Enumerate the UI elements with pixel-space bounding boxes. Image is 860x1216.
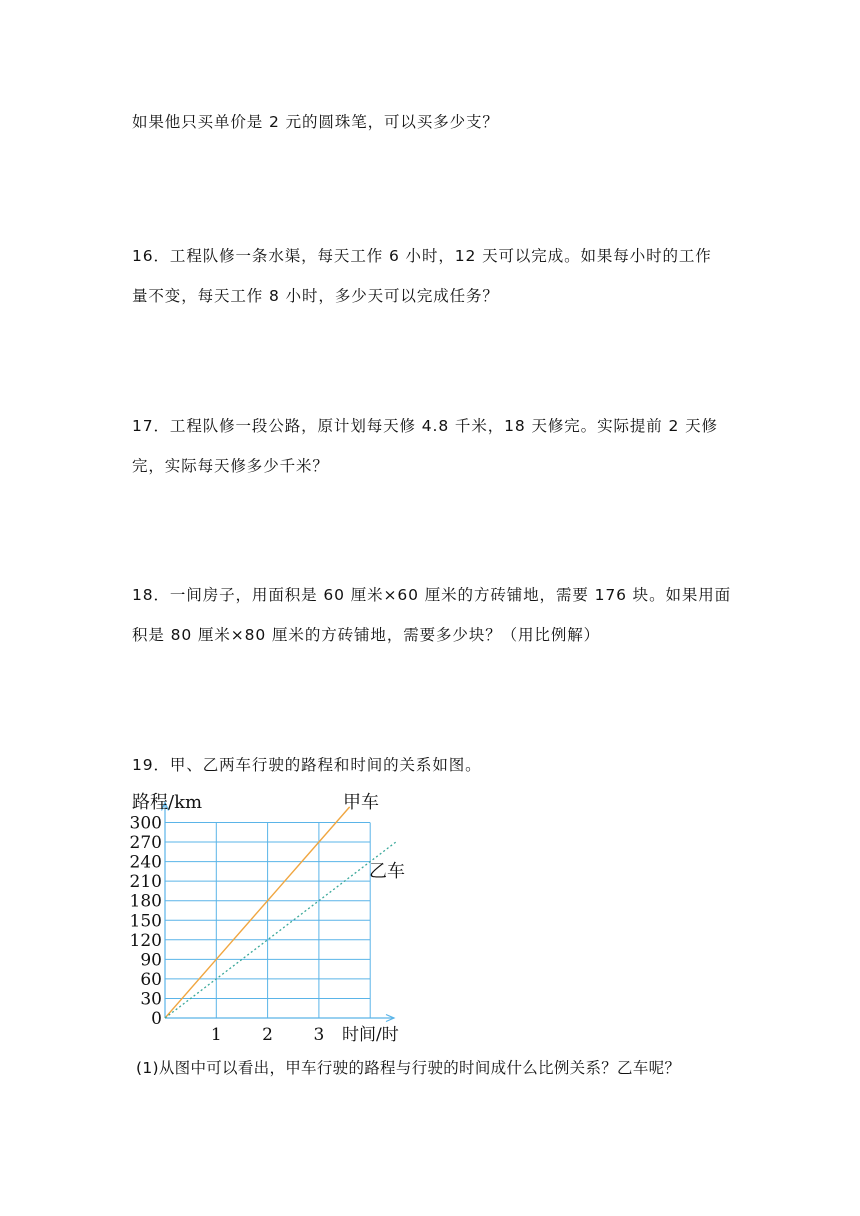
- y-tick-label: 60: [140, 969, 162, 990]
- y-tick-label: 30: [140, 989, 162, 1010]
- chart-axes: [162, 803, 395, 1022]
- y-tick-label: 300: [129, 813, 162, 834]
- chart-grid: [165, 823, 370, 1019]
- y-tick-label: 210: [129, 872, 162, 893]
- series-label-yi: 乙车: [369, 861, 405, 882]
- q18-line1: 18．一间房子，用面积是 60 厘米×60 厘米的方砖铺地，需要 176 块。如果用面: [132, 586, 732, 604]
- q16-line2: 量不变，每天工作 8 小时，多少天可以完成任务？: [132, 287, 499, 305]
- origin-label: 0: [151, 1009, 162, 1029]
- q19-sub1: (1)从图中可以看出，甲车行驶的路程与行驶的时间成什么比例关系？乙车呢？: [136, 1059, 681, 1077]
- y-tick-label: 150: [129, 911, 162, 932]
- distance-time-chart: [124, 784, 424, 1044]
- series-line-jia: [165, 807, 350, 1018]
- series-line-yi: [165, 842, 396, 1018]
- q19-title: 19．甲、乙两车行驶的路程和时间的关系如图。: [132, 756, 482, 774]
- x-axis-title: 时间/时: [342, 1025, 399, 1044]
- series-label-jia: 甲车: [343, 792, 379, 813]
- y-tick-label: 180: [129, 891, 162, 912]
- q16-line1: 16．工程队修一条水渠，每天工作 6 小时，12 天可以完成。如果每小时的工作: [132, 247, 712, 265]
- y-tick-label: 240: [129, 852, 162, 873]
- y-axis-title: 路程/km: [132, 792, 203, 813]
- x-tick-label: 3: [313, 1025, 325, 1044]
- chart-series: [165, 807, 396, 1018]
- y-tick-label: 120: [129, 930, 162, 951]
- y-tick-label: 270: [129, 833, 162, 854]
- q17-line1: 17．工程队修一段公路，原计划每天修 4.8 千米，18 天修完。实际提前 2 天修: [132, 417, 718, 435]
- q17-line2: 完，实际每天修多少千米？: [132, 457, 329, 475]
- x-tick-label: 1: [210, 1025, 222, 1044]
- x-tick-label: 2: [262, 1025, 274, 1044]
- y-tick-label: 90: [140, 950, 162, 971]
- q18-line2: 积是 80 厘米×80 厘米的方砖铺地，需要多少块？（用比例解）: [132, 626, 601, 644]
- q15-continuation: 如果他只买单价是 2 元的圆珠笔，可以买多少支？: [132, 113, 499, 131]
- chart-svg: [124, 784, 424, 1044]
